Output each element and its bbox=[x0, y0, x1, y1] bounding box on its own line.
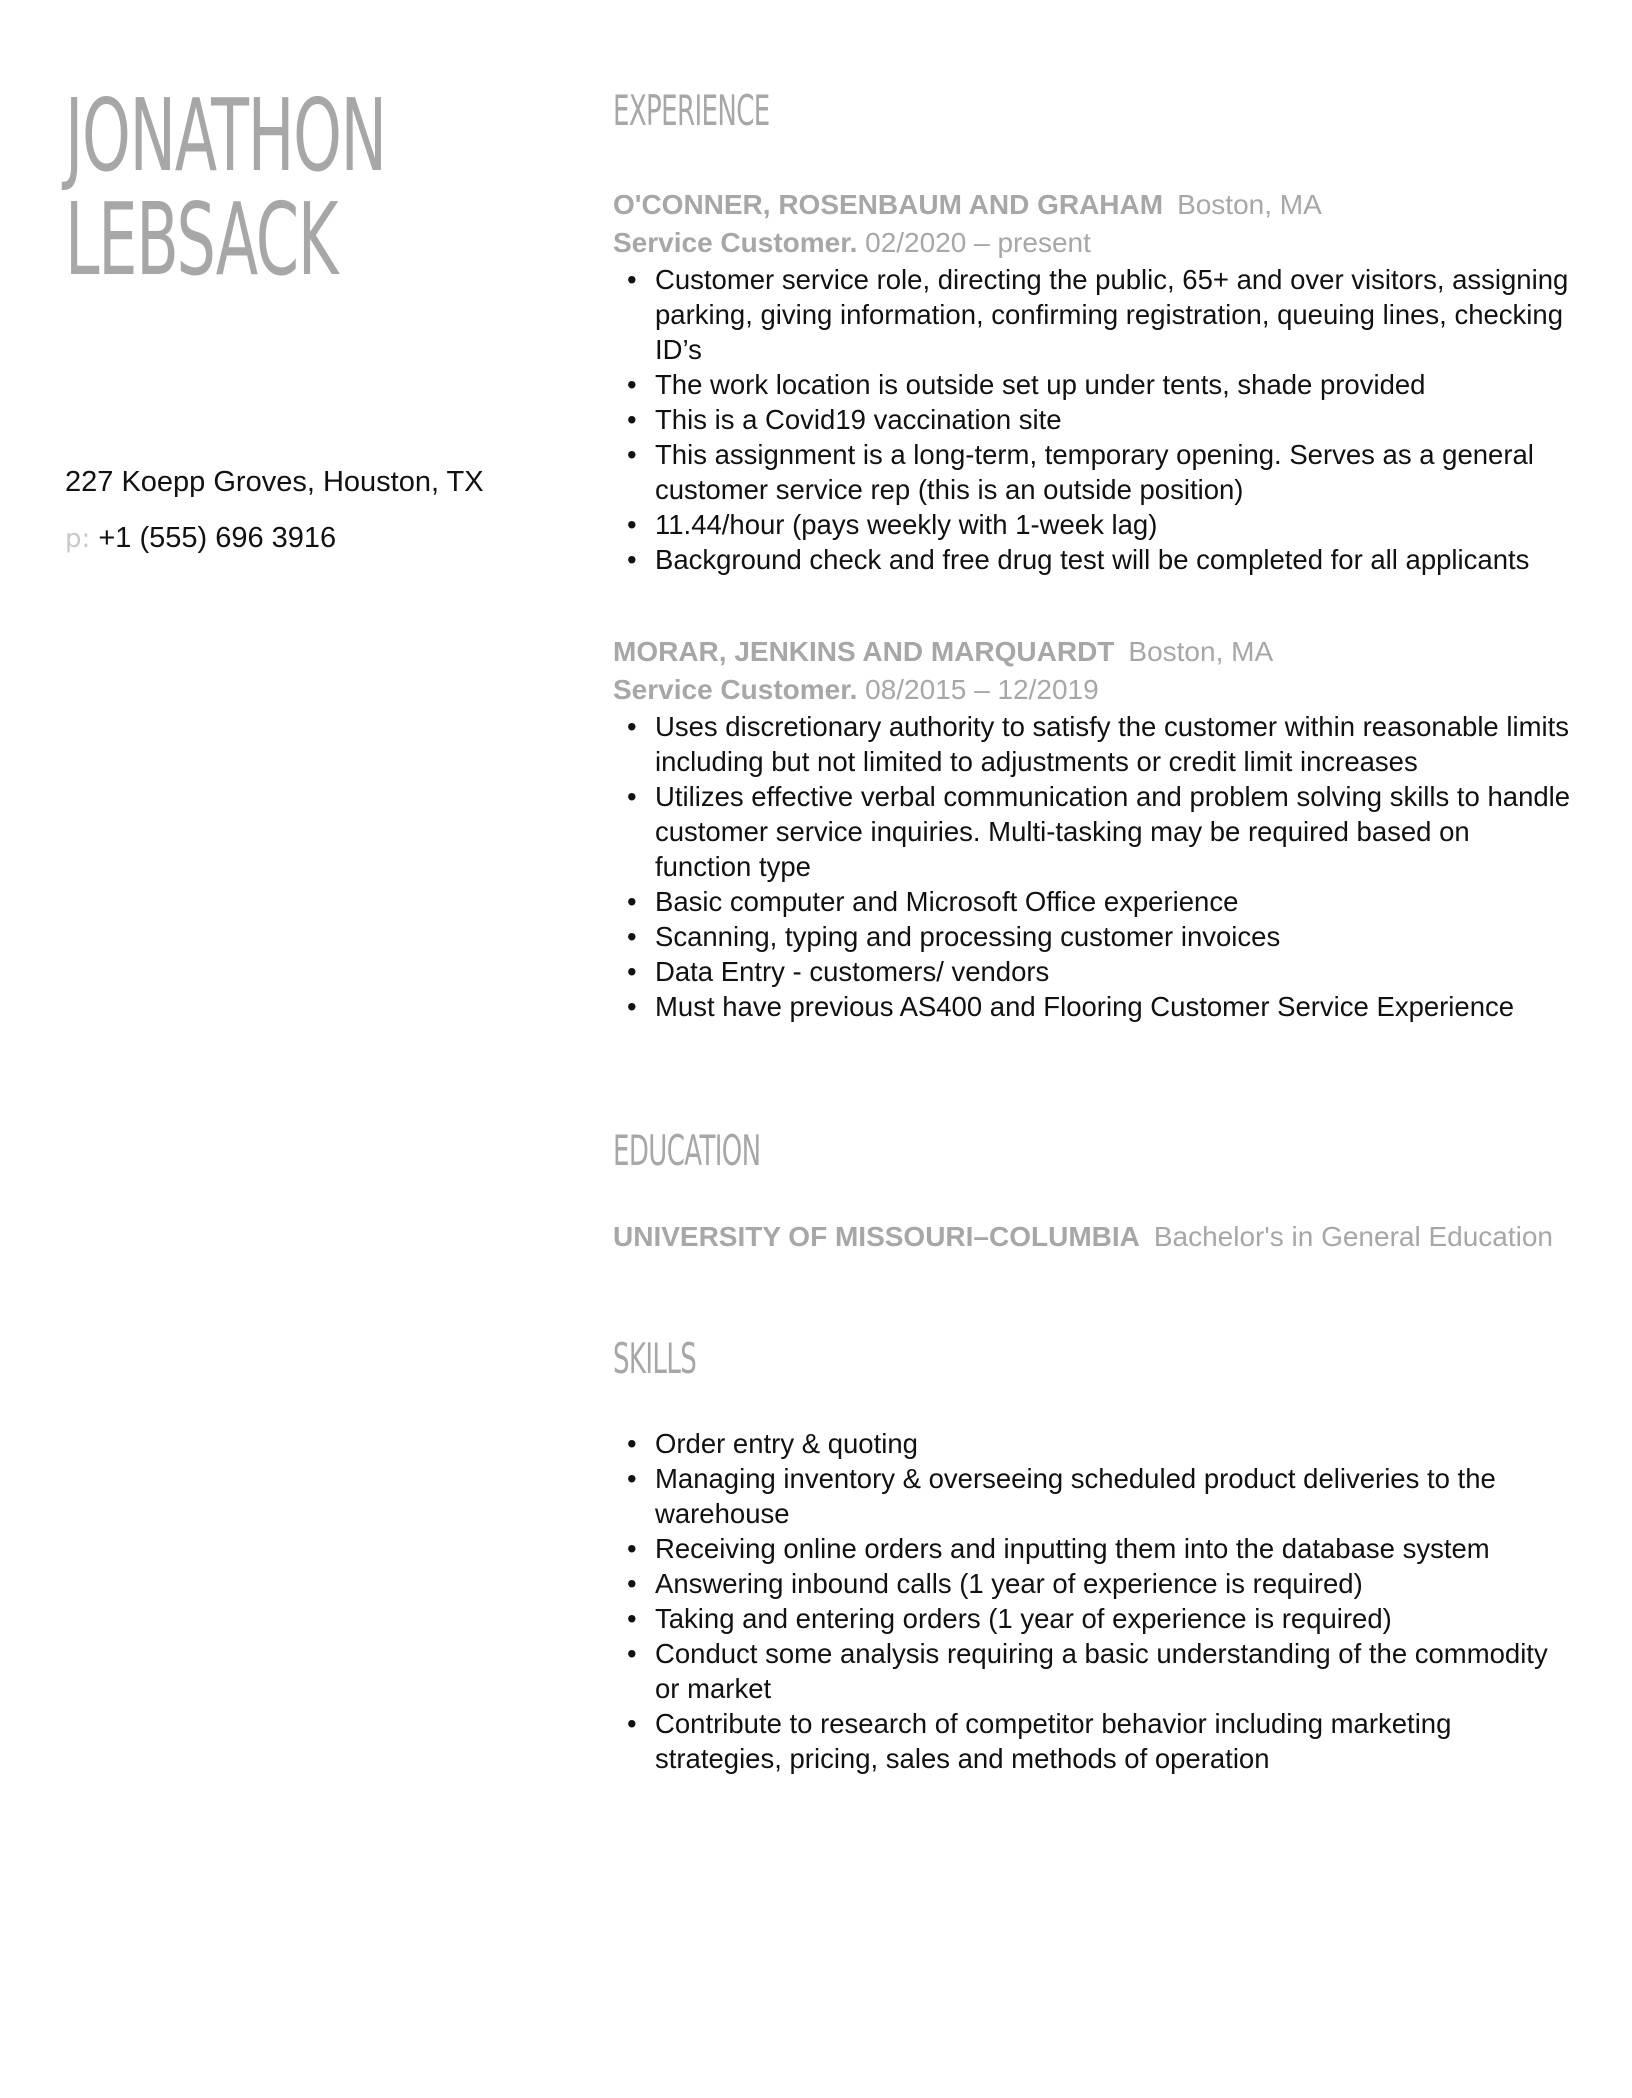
job-entry bbox=[613, 633, 1573, 1024]
education-entry bbox=[613, 1218, 1573, 1256]
list-item: • Receiving online orders and inputting them into the database system bbox=[655, 1531, 1573, 1566]
name-block bbox=[65, 77, 545, 298]
list-item: • Uses discretionary authority to satisfy the customer within reasonable limits including but not limited to adjustments or credit limit increases bbox=[655, 709, 1573, 779]
job-role-line bbox=[613, 224, 1573, 262]
degree: Bachelor's in General Education bbox=[1153, 1221, 1553, 1252]
list-item: • Managing inventory & overseeing scheduled product deliveries to the warehouse bbox=[655, 1461, 1573, 1531]
job-location: Boston, MA bbox=[1128, 636, 1274, 667]
list-item: • Customer service role, directing the public, 65+ and over visitors, assigning parking, giving information, confirming registration, queuing lines, checking ID’s bbox=[655, 262, 1573, 367]
employer-name: O'CONNER, ROSENBAUM AND GRAHAM bbox=[613, 189, 1164, 220]
list-item: • Scanning, typing and processing customer invoices bbox=[655, 919, 1573, 954]
job-entry bbox=[613, 186, 1573, 577]
job-dates: 08/2015 – 12/2019 bbox=[865, 674, 1099, 705]
job-location: Boston, MA bbox=[1177, 189, 1322, 220]
job-role: Service Customer. bbox=[613, 227, 858, 258]
list-item: • Data Entry - customers/ vendors bbox=[655, 954, 1573, 989]
phone-row bbox=[65, 518, 484, 559]
list-item: • Background check and free drug test will be completed for all applicants bbox=[655, 542, 1573, 577]
job-bullets bbox=[613, 262, 1573, 577]
list-item: • Must have previous AS400 and Flooring Customer Service Experience bbox=[655, 989, 1573, 1024]
list-item: • The work location is outside set up under tents, shade provided bbox=[655, 367, 1573, 402]
experience-title: EXPERIENCE bbox=[613, 86, 770, 135]
main-column bbox=[613, 84, 1573, 1776]
candidate-name bbox=[65, 77, 386, 298]
school-name: UNIVERSITY OF MISSOURI–COLUMBIA bbox=[613, 1221, 1140, 1252]
list-item: • Contribute to research of competitor behavior including marketing strategies, pricing, sales and methods of operation bbox=[655, 1706, 1573, 1776]
job-header bbox=[613, 186, 1573, 224]
list-item: • Utilizes effective verbal communication and problem solving skills to handle customer service inquiries. Multi-tasking may be required based on function type bbox=[655, 779, 1573, 884]
job-dates: 02/2020 – present bbox=[865, 227, 1091, 258]
contact-info bbox=[65, 462, 484, 575]
list-item: • Conduct some analysis requiring a basic understanding of the commodity or market bbox=[655, 1636, 1573, 1706]
address: 227 Koepp Groves, Houston, TX bbox=[65, 466, 484, 498]
first-name: JONATHON bbox=[65, 77, 386, 194]
job-header bbox=[613, 633, 1573, 671]
last-name: LEBSACK bbox=[65, 181, 338, 298]
job-role: Service Customer. bbox=[613, 674, 858, 705]
list-item: • Order entry & quoting bbox=[655, 1426, 1573, 1461]
list-item: • This assignment is a long-term, temporary opening. Serves as a general customer service rep (this is an outside position) bbox=[655, 437, 1573, 507]
job-bullets bbox=[613, 709, 1573, 1024]
list-item: • Basic computer and Microsoft Office experience bbox=[655, 884, 1573, 919]
employer-name: MORAR, JENKINS AND MARQUARDT bbox=[613, 636, 1115, 667]
skills-title: SKILLS bbox=[613, 1334, 697, 1383]
education-title: EDUCATION bbox=[613, 1126, 761, 1175]
list-item: • This is a Covid19 vaccination site bbox=[655, 402, 1573, 437]
list-item: • Taking and entering orders (1 year of experience is required) bbox=[655, 1601, 1573, 1636]
list-item: • Answering inbound calls (1 year of experience is required) bbox=[655, 1566, 1573, 1601]
phone-label: p: bbox=[65, 524, 91, 554]
job-role-line bbox=[613, 671, 1573, 709]
list-item: • 11.44/hour (pays weekly with 1-week lag) bbox=[655, 507, 1573, 542]
phone-number: +1 (555) 696 3916 bbox=[98, 522, 337, 554]
skills-list bbox=[613, 1426, 1573, 1776]
